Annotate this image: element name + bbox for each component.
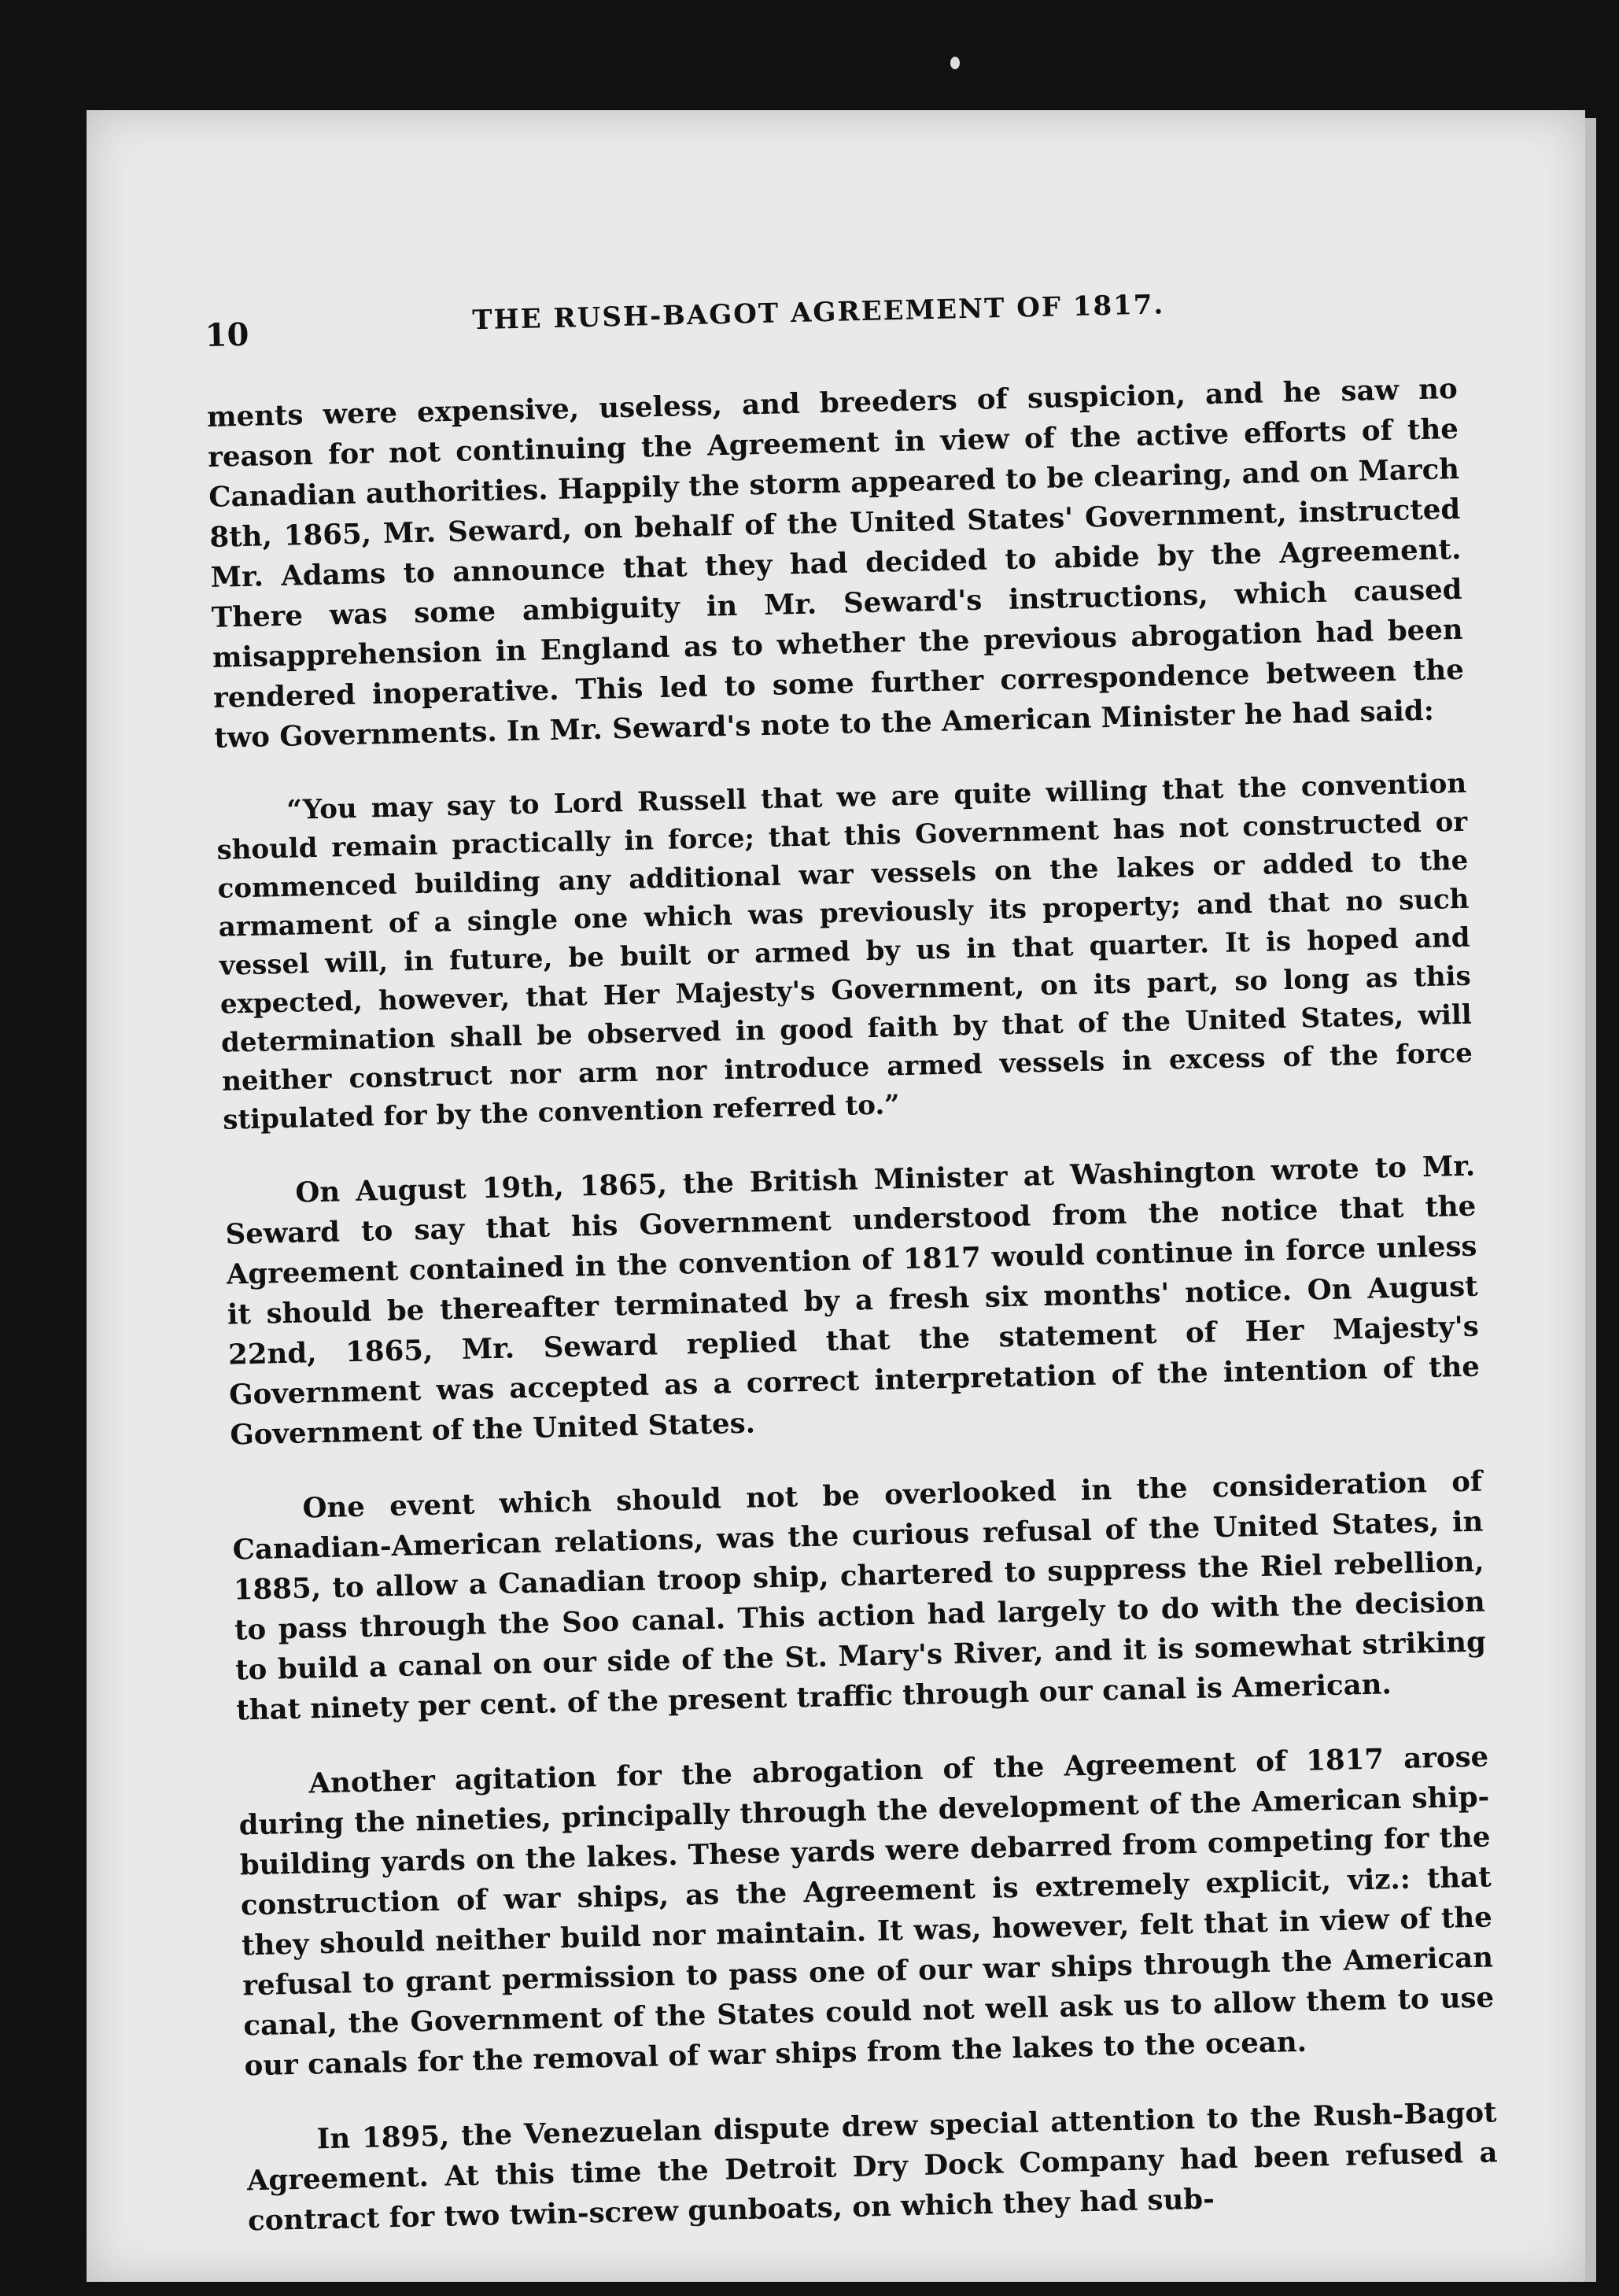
paragraph-3: One event which should not be overlooked in the consideration of Canadian-American relations, was the curious refusal of the United States, in 1885, to allow a Canadian troop ship, chartered to suppress the Riel rebellion, to pass through the Soo canal. This action had largely to do with the decision to build a canal on our side of the St. Mary's River, and it is somewhat striking that ninety per cent. of the present traffic through our canal is American. — [232, 1465, 1487, 1727]
page-number: 10 — [205, 316, 249, 354]
page-edge-shadow — [1585, 118, 1596, 2282]
paragraph-1: ments were expensive, useless, and breeders of suspicion, and he saw no reason for not continuing the Agreement in view of the active efforts of the Canadian authorities. Happily the storm appeared to be clearing, and on March 8th, 1865, Mr. Seward, on behalf of the United States' Government, instructed Mr. Adams to announce that they had decided to abide by the Agreement. There was some ambiguity in Mr. Seward's instructions, which caused misapprehension in England as to whether the previous abrogation had been rendered inoperative. This led to some further correspondence between the two Governments. In Mr. Seward's note to the American Minister he had said: — [206, 372, 1465, 755]
running-title: THE RUSH-BAGOT AGREEMENT OF 1817. — [471, 289, 1165, 337]
page-content — [205, 282, 1499, 2276]
dust-speck — [950, 57, 960, 69]
block-quote: “You may say to Lord Russell that we are quite willing that the convention should remain practically in force; that this Government has not constructed or commenced building any additional war vessels on the lakes or added to the armament of a single one which was previously its property; and that no such vessel will, in future, be built or armed by us in that quarter. It is hoped and expected, however, that Her Majesty's Government, on its part, so long as this determination shall be observed in good faith by that of the United States, will neither construct nor arm nor introduce armed vessels in excess of the force stipulated for by the convention referred to.” — [216, 767, 1473, 1136]
paragraph-4: Another agitation for the abrogation of the Agreement of 1817 arose during the nineties, principally through the development of the American ship-building yards on the lakes. These yards were debarred from competing for the construction of war ships, as the Agreement is extremely explicit, viz.: that they should neither build nor maintain. It was, however, felt that in view of the refusal to grant permission to pass one of our war ships through the American canal, the Government of the States could not well ask us to allow them to use our canals for the removal of war ships from the lakes to the ocean. — [238, 1740, 1495, 2083]
paragraph-2: On August 19th, 1865, the British Minister at Washington wrote to Mr. Seward to say that his Government understood from the notice that the Agreement contained in the convention of 1817 would continue in force unless it should be thereafter terminated by a fresh six months' notice. On August 22nd, 1865, Mr. Seward replied that the statement of Her Majesty's Government was accepted as a correct interpretation of the intention of the Government of the United States. — [225, 1150, 1481, 1452]
paragraph-5: In 1895, the Venezuelan dispute drew special attention to the Rush-Bagot Agreement. At this time the Detroit Dry Dock Company had been refused a contract for two twin-screw gunboats, on which they had sub- — [246, 2096, 1498, 2238]
